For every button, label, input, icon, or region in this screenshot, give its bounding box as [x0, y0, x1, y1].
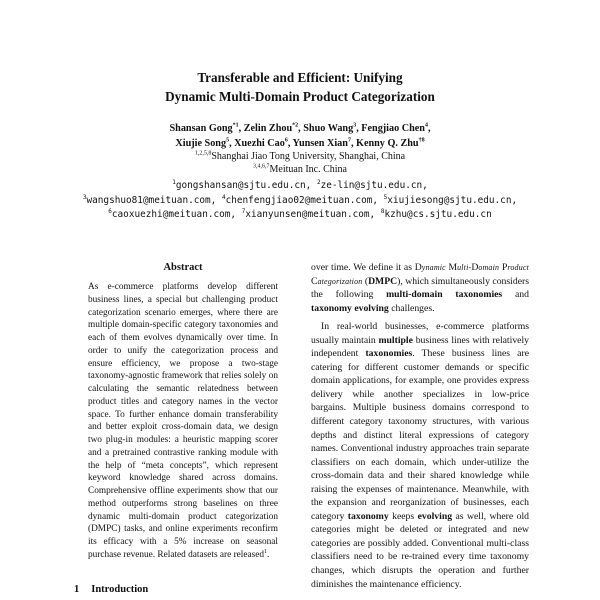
def-word: ynamic: [421, 263, 449, 272]
affiliations: [0, 150, 600, 176]
author-name: Xuezhi Cao: [234, 138, 285, 149]
def-word: roduct: [507, 263, 529, 272]
title-line-2: Dynamic Multi-Domain Product Categorization: [165, 89, 435, 104]
author-list: [0, 121, 600, 151]
email-line-2: [0, 194, 600, 209]
section-title: Introduction: [91, 584, 149, 595]
email: ze-lin@sjtu.edu.cn,: [320, 180, 428, 191]
author-name: Kenny Q. Zhu: [356, 138, 419, 149]
author-name: Yunsen Xian: [292, 138, 348, 149]
author-sup: †8: [418, 137, 425, 144]
email-sup: 4: [221, 193, 226, 201]
paragraph-2: [311, 320, 529, 591]
text-run: as well, where old categories might be deleted or integrated and new categories are possibly added. Conventional multi-class classifiers need to be re-trained every time taxonomy changes, which disrupts the operation and further diminishes the maintenance efficiency.: [311, 510, 529, 590]
paper-title: [0, 68, 600, 106]
def-word: ulti-: [457, 263, 472, 272]
affiliation-sup: 1,2,5,8: [194, 150, 212, 157]
bold-term: taxonomy: [347, 510, 389, 522]
affiliation-2: [0, 163, 600, 176]
bold-term: evolving: [417, 510, 453, 522]
affiliation-1: [0, 150, 600, 163]
text-run: . These business lines are catering for different customer demands or specific domain applications, for example, one provides express delivery while another specializes in low-price bargains. Multiple business domains correspond to different category taxonomy structures, with various depths and distinct literal expressions of category names. Conventional industry approaches train separate classifiers on each domain, which under-utilize the cross-domain data and their shared knowledge while raising the expenses of maintenance. Meanwhile, with the expansion and reorganization of businesses, each category: [311, 348, 529, 522]
def-word: ategorization: [317, 276, 363, 286]
email-sup: 8: [380, 207, 385, 215]
author-sup: *1: [232, 122, 239, 129]
affiliation-sup: 3,4,6,7: [253, 163, 270, 170]
email: chenfengjiao02@meituan.com,: [225, 194, 379, 206]
email: caoxuezhi@meituan.com,: [111, 209, 237, 220]
text-run: and: [502, 289, 529, 301]
section-number: 1: [74, 584, 80, 595]
abstract-body-text: As e-commerce platforms develop different business lines, a special but challenging product categorization scenario emerges, where there are multiple domain-specific category taxonomies and each of them evolves dynamically over time. In order to unify the categorization process and ensure efficiency, we propose a two-stage taxonomy-agnostic framework that relies solely on calculating the semantic relatedness between product titles and category names in the vector space. To further enhance domain transferability and better exploit cross-domain data, we design two plug-in modules: a heuristic mapping scorer and a pretrained contrastive ranking module with the help of “meta concepts”, which represent keyword knowledge shared across domains. Comprehensive offline experiments show that our method outperforms strong baselines on three dynamic multi-domain product categorization (DMPC) tasks, and online experiments reconfirm its efficacy with a 5% increase on seasonal purchase revenue. Related datasets are released: [88, 282, 278, 560]
def-word: omain: [478, 263, 500, 272]
email-list: [0, 179, 600, 223]
author-sup: 7: [347, 137, 351, 144]
author-sup: 5: [226, 137, 230, 144]
email: gongshansan@sjtu.edu.cn,: [175, 180, 312, 191]
abbreviation: DMPC: [368, 275, 398, 287]
email-sup: 7: [241, 207, 246, 215]
paragraph-1: [311, 261, 529, 315]
def-letter: C: [311, 275, 318, 287]
email-sup: 1: [172, 178, 176, 186]
bold-term: taxonomy evolving: [311, 302, 389, 314]
bold-term: multiple: [378, 334, 413, 346]
author-name: Fengjiao Chen: [361, 123, 425, 134]
email-line-1: [0, 179, 600, 194]
body-column-right: [311, 261, 529, 600]
def-letter: M: [448, 262, 458, 273]
bold-term: taxonomies: [365, 348, 413, 360]
author-sup: *2: [292, 122, 299, 129]
author-name: Xiujie Song: [175, 138, 227, 149]
title-line-1: Transferable and Efficient: Unifying: [197, 70, 403, 85]
text-run: business lines with relatively independent: [311, 334, 529, 360]
footnote-mark: 1: [264, 548, 268, 555]
email: kzhu@cs.sjtu.edu.cn: [384, 209, 492, 220]
text-run: keeps: [388, 510, 418, 522]
text-run: over time. We define it as: [311, 262, 415, 273]
email: xiujiesong@sjtu.edu.cn,: [387, 194, 518, 206]
author-sup: 4: [424, 122, 428, 129]
email: wangshuo81@meituan.com,: [86, 194, 217, 206]
email-sup: 2: [316, 178, 321, 186]
def-letter: D: [471, 262, 479, 273]
abstract-heading: Abstract: [163, 262, 203, 273]
author-line-2: Xiujie Song$^5$, Xuezhi Cao$^6$, Yunsen Xian$^7$, Kenny Q. Zhu$^{\dagger 8}$: [175, 137, 425, 149]
def-letter: D: [414, 262, 422, 273]
email-sup: 5: [383, 193, 388, 201]
email: xianyunsen@meituan.com,: [245, 209, 376, 220]
email-sup: 6: [108, 207, 112, 215]
author-name: Shuo Wang: [303, 123, 354, 134]
author-sup: 6: [284, 137, 288, 144]
abstract-text: As e-commerce platforms develop different business lines, a special but challenging product categorization scenario emerges, where there are multiple domain-specific category taxonomies and each of them evolves dynamically over time. In order to unify the categorization process and ensure efficiency, we propose a two-stage taxonomy-agnostic framework that relies solely on calculating the semantic relatedness between product titles and category names in the vector space. To further enhance domain transferability and better exploit cross-domain data, we design two plug-in modules: a heuristic mapping scorer and a pretrained contrastive ranking module with the help of “meta concepts”, which represent keyword knowledge shared across domains. Comprehensive offline experiments show that our method outperforms strong baselines on three dynamic multi-domain product categorization (DMPC) tasks, and online experiments reconfirm its efficacy with a 5% increase on seasonal purchase revenue. Related datasets are released$^1$.: [88, 282, 278, 560]
author-line-1: Shansan Gong$^{*1}$, Zelin Zhou$^{*2}$, Shuo Wang$^3$, Fengjiao Chen$^4$,: [169, 122, 431, 134]
affiliation-text: Meituan Inc. China: [269, 164, 347, 175]
def-letter: P: [501, 262, 508, 273]
author-sup: 3: [353, 122, 357, 129]
email-line-3: [0, 208, 600, 223]
text-run: (: [362, 275, 369, 287]
email-sup: 3: [82, 193, 87, 201]
affiliation-text: Shanghai Jiao Tong University, Shanghai, China: [211, 151, 406, 162]
section-heading-introduction: [74, 584, 148, 595]
author-name: Zelin Zhou: [243, 123, 293, 134]
author-name: Shansan Gong: [169, 123, 233, 134]
bold-term: multi-domain taxonomies: [386, 289, 503, 301]
text-run: ), which simultaneously considers the following: [311, 275, 529, 301]
text-run: challenges.: [388, 302, 435, 314]
text-run: In real-world businesses, e-commerce platforms usually maintain: [311, 321, 529, 346]
